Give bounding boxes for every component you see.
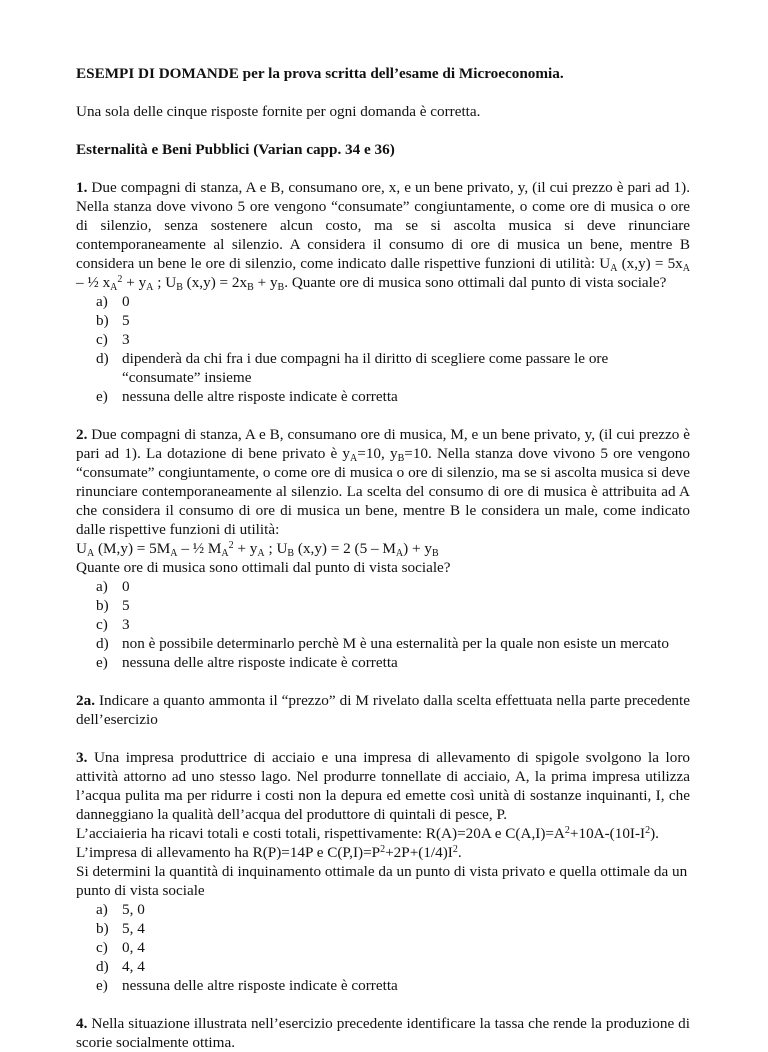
document-intro: Una sola delle cinque risposte fornite per ogni domanda è corretta.	[76, 103, 481, 120]
option-text: nessuna delle altre risposte indicate è corretta	[122, 654, 398, 671]
option-text: 5, 0	[122, 901, 145, 918]
option-label: e)	[96, 388, 108, 405]
answer-options	[76, 577, 690, 672]
option-text: 4, 4	[122, 958, 145, 975]
answer-options	[76, 292, 690, 406]
answer-option	[76, 900, 690, 919]
question-number: 4.	[76, 1015, 88, 1032]
option-label: b)	[96, 920, 109, 937]
answer-option	[76, 387, 690, 406]
question-3-text: 3. Una impresa produttrice di acciaio e una impresa di allevamento di spigole svolgono la loro attività attorno ad uno stesso lago. Nel produrre tonnellate di acciaio, A, la prima impresa utilizza l’acqua pulita ma per ridurre i costi non la depura ed emette così unità di sostanze inquinanti, I, che danneggiano la qualità dell’acqua del produttore di quintali di pesce, P.	[76, 749, 690, 823]
question-2-prompt: Quante ore di musica sono ottimali dal punto di vista sociale?	[76, 559, 451, 576]
option-label: a)	[96, 293, 108, 310]
answer-option	[76, 292, 690, 311]
document-title: ESEMPI DI DOMANDE per la prova scritta dell’esame di Microeconomia.	[76, 65, 564, 82]
option-text: 5	[122, 312, 130, 329]
question-3-prompt: Si determini la quantità di inquinamento ottimale da un punto di vista privato e quella ottimale da un punto di vista sociale	[76, 863, 688, 899]
question-3	[76, 748, 690, 995]
answer-options	[76, 900, 690, 995]
option-label: d)	[96, 635, 109, 652]
option-text: 5, 4	[122, 920, 145, 937]
answer-option	[76, 634, 690, 653]
answer-option	[76, 577, 690, 596]
option-text: 5	[122, 597, 130, 614]
section-heading: Esternalità e Beni Pubblici (Varian capp. 34 e 36)	[76, 141, 395, 158]
question-1-text: 1. Due compagni di stanza, A e B, consumano ore, x, e un bene privato, y, (il cui prezzo è pari ad 1). Nella stanza dove vivono 5 ore vengono “consumate” congiuntamente, o come ore di musica o ore di silenzio, senza sostenere alcun costo, ma se si ascolta musica si deve rinunciare contemporaneamente al silenzio. A considera il consumo di ore di musica un bene, mentre B considera un bene le ore di silenzio, come indicato dalle rispettive funzioni di utilità: $U_A$ $(x,y) = 5x_A$ – ½ $x_A^2 + y_A$ ; $U_B$ $(x,y) = 2x_B + y_B$. Quante ore di musica sono ottimali dal punto di vista sociale?	[76, 179, 691, 293]
answer-option	[76, 938, 690, 957]
option-text: 3	[122, 616, 130, 633]
option-label: e)	[96, 977, 108, 994]
question-4	[76, 1014, 690, 1052]
question-number: 2.	[76, 426, 88, 443]
question-number: 2a.	[76, 692, 95, 709]
option-label: c)	[96, 616, 108, 633]
steel-cost-line: L’acciaieria ha ricavi totali e costi totali, rispettivamente: R(A)=20A e $C(A,I)=A^2+10A-(10I-I^2)$.	[76, 825, 659, 842]
option-text: nessuna delle altre risposte indicate è corretta	[122, 388, 398, 405]
answer-option	[76, 615, 690, 634]
option-text: 3	[122, 331, 130, 348]
option-label: c)	[96, 331, 108, 348]
question-4-text: 4. Nella situazione illustrata nell’esercizio precedente identificare la tassa che rende la produzione di scorie socialmente ottima.	[76, 1015, 690, 1051]
answer-option	[76, 653, 690, 672]
question-2a	[76, 691, 690, 729]
answer-option	[76, 330, 690, 349]
option-label: d)	[96, 350, 109, 367]
question-number: 3.	[76, 749, 88, 766]
question-1	[76, 178, 690, 406]
answer-option	[76, 919, 690, 938]
option-label: b)	[96, 312, 109, 329]
utility-functions: $U_A$ $(M,y) = 5M_A$ – ½ $M_A^2 + y_A$ ; $U_B$ (x,y) = 2 $(5 - M_A) + y_B$	[76, 540, 439, 559]
question-2-text: 2. Due compagni di stanza, A e B, consumano ore di musica, M, e un bene privato, y, (il cui prezzo è pari ad 1). La dotazione di bene privato è $y_A=10$, $y_B=10$. Nella stanza dove vivono 5 ore vengono “consumate” congiuntamente, o come ore di musica o ore di silenzio, ma se si ascolta musica si deve rinunciare contemporaneamente al silenzio. La scelta del consumo di ore di musica è attribuita ad A che considera il consumo di ore di musica un bene, mentre B le considera un male, come indicato dalle rispettive funzioni di utilità:	[76, 426, 690, 538]
option-text: dipenderà da chi fra i due compagni ha il diritto di scegliere come passare le ore “consumate” insieme	[122, 350, 609, 386]
answer-option	[76, 957, 690, 976]
fishery-cost-line: L’impresa di allevamento ha R(P)=14P e $C(P,I)=P^2+2P+(1/4)I^2$.	[76, 844, 462, 861]
option-label: e)	[96, 654, 108, 671]
option-label: a)	[96, 578, 108, 595]
answer-option	[76, 349, 690, 387]
option-text: 0	[122, 293, 130, 310]
answer-option	[76, 976, 690, 995]
option-label: d)	[96, 958, 109, 975]
question-2	[76, 425, 690, 672]
option-text: 0, 4	[122, 939, 145, 956]
option-label: c)	[96, 939, 108, 956]
answer-option	[76, 596, 690, 615]
option-label: a)	[96, 901, 108, 918]
question-number: 1.	[76, 179, 88, 196]
question-2a-text: 2a. Indicare a quanto ammonta il “prezzo” di M rivelato dalla scelta effettuata nella parte precedente dell’esercizio	[76, 692, 690, 728]
option-label: b)	[96, 597, 109, 614]
option-text: non è possibile determinarlo perchè M è una esternalità per la quale non esiste un mercato	[122, 635, 669, 652]
option-text: 0	[122, 578, 130, 595]
option-text: nessuna delle altre risposte indicate è corretta	[122, 977, 398, 994]
answer-option	[76, 311, 690, 330]
